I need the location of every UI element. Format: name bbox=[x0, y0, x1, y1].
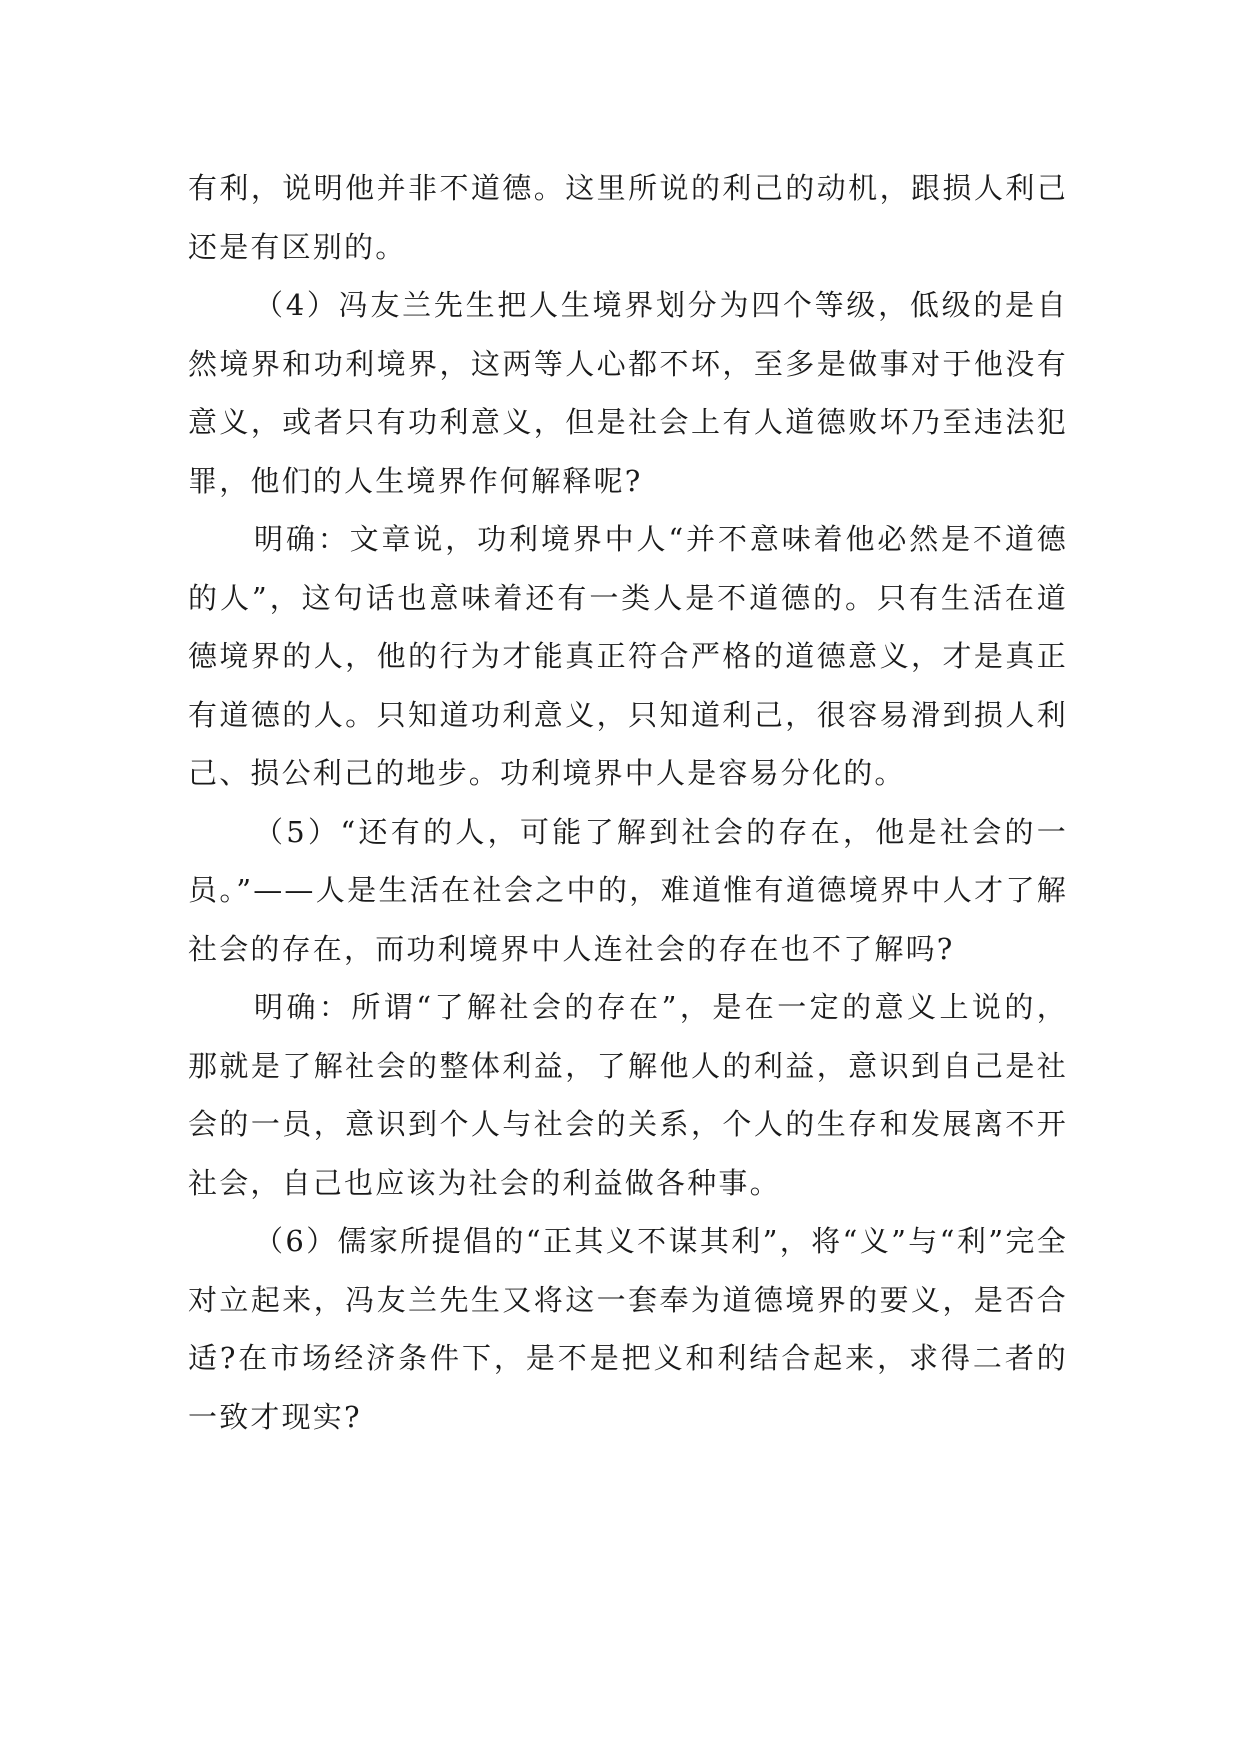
paragraph-question-5: （5）“还有的人，可能了解到社会的存在，他是社会的一员。”——人是生活在社会之中的，难道惟有道德境界中人才了解社会的存在，而功利境界中人连社会的存在也不了解吗? bbox=[188, 814, 1068, 966]
paragraph-answer-4: 明确：文章说，功利境界中人“并不意味着他必然是不道德的人”，这句话也意味着还有一类人是不道德的。只有生活在道德境界的人，他的行为才能真正符合严格的道德意义，才是真正有道德的人。只知道功利意义，只知道利己，很容易滑到损人利己、损公利己的地步。功利境界中人是容易分化的。 bbox=[188, 522, 1068, 790]
paragraph-question-4: （4）冯友兰先生把人生境界划分为四个等级，低级的是自然境界和功利境界，这两等人心都不坏，至多是做事对于他没有意义，或者只有功利意义，但是社会上有人道德败坏乃至违法犯罪，他们的人生境界作何解释呢? bbox=[188, 288, 1068, 498]
paragraph-question-6: （6）儒家所提倡的“正其义不谋其利”，将“义”与“利”完全对立起来，冯友兰先生又将这一套奉为道德境界的要义，是否合适?在市场经济条件下，是不是把义和利结合起来，求得二者的一致才现实? bbox=[188, 1224, 1068, 1434]
paragraph-continuation: 有利，说明他并非不道德。这里所说的利己的动机，跟损人利己还是有区别的。 bbox=[188, 171, 1068, 264]
paragraph-answer-5: 明确：所谓“了解社会的存在”，是在一定的意义上说的，那就是了解社会的整体利益，了解他人的利益，意识到自己是社会的一员，意识到个人与社会的关系，个人的生存和发展离不开社会，自己也应该为社会的利益做各种事。 bbox=[188, 990, 1068, 1200]
body-text bbox=[188, 159, 1068, 1446]
